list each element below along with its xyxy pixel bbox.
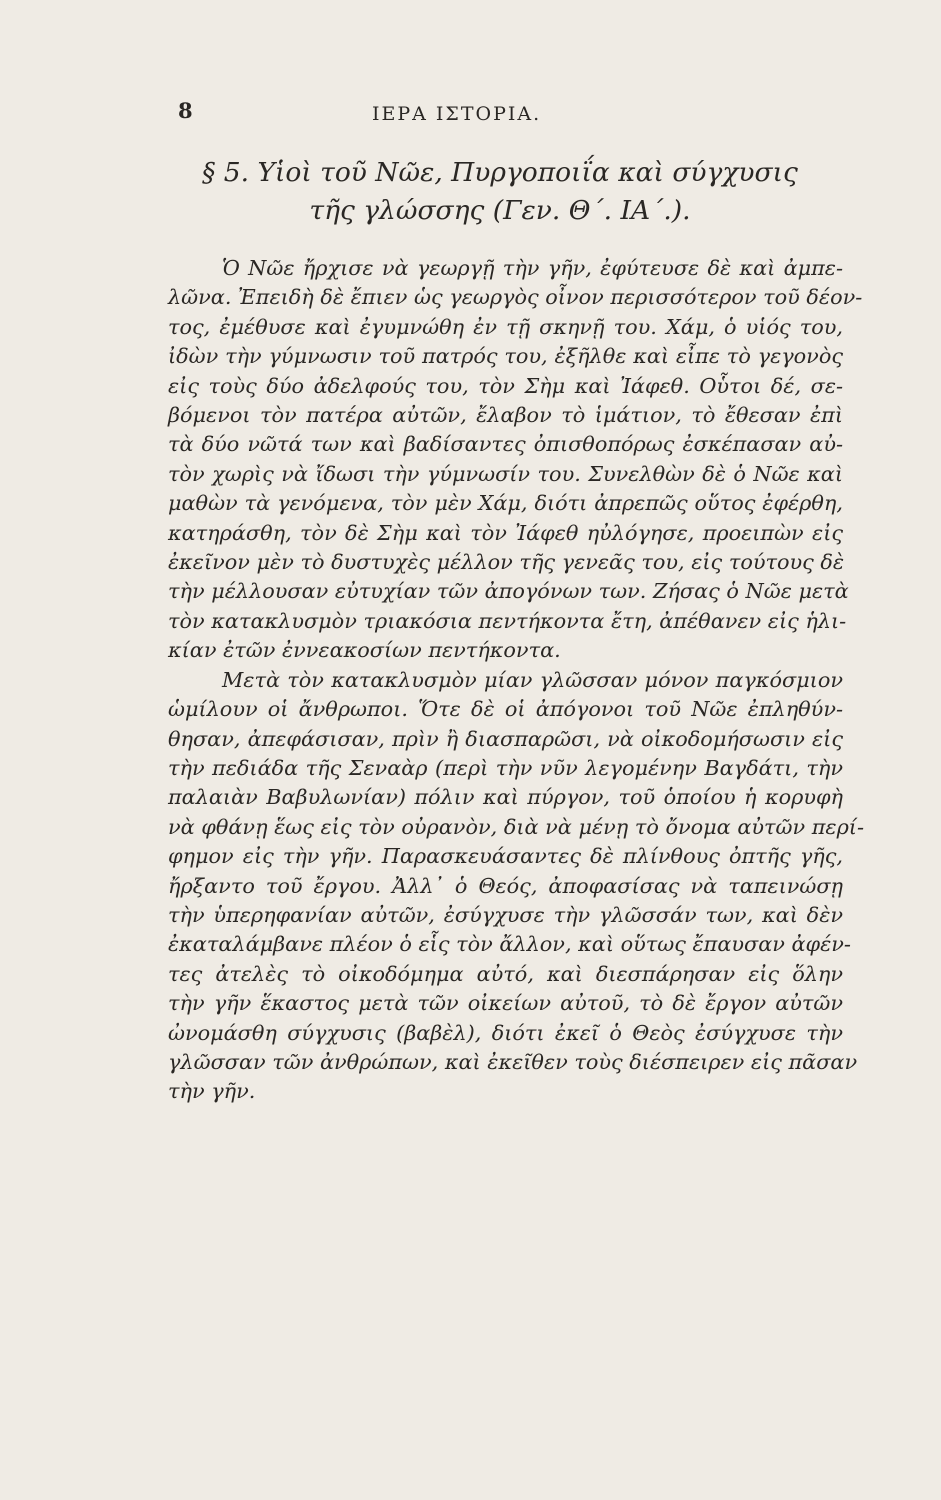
text-line: τὴν γῆν.: [168, 1079, 256, 1104]
text-line: τὴν γῆν ἕκαστος μετὰ τῶν οἰκείων αὐτοῦ, τὸ δὲ ἔργον αὐτῶν: [168, 991, 843, 1016]
paragraph: [168, 666, 864, 1107]
body-text: [168, 254, 864, 1107]
text-line: ἐκαταλάμβανε πλέον ὁ εἷς τὸν ἄλλον, καὶ οὕτως ἔπαυσαν ἀφέν-: [168, 932, 851, 957]
text-line: τὴν πεδιάδα τῆς Σεναὰρ (περὶ τὴν νῦν λεγομένην Βαγδάτι, τὴν: [168, 755, 843, 780]
page-number: 8: [178, 98, 193, 123]
text-line: τὸν χωρὶς νὰ ἴδωσι τὴν γύμνωσίν του. Συνελθὼν δὲ ὁ Νῶε καὶ: [168, 461, 843, 486]
running-head: ΙΕΡΑ ΙΣΤΟΡΙΑ.: [372, 103, 542, 125]
text-line: Ὁ Νῶε ἤρχισε νὰ γεωργῇ τὴν γῆν, ἐφύτευσε δὲ καὶ ἀμπε-: [222, 256, 843, 280]
text-line: τὴν μέλλουσαν εὐτυχίαν τῶν ἀπογόνων των. Ζήσας ὁ Νῶε μετὰ: [168, 579, 849, 604]
text-line: τὴν ὑπερηφανίαν αὐτῶν, ἐσύγχυσε τὴν γλῶσσάν των, καὶ δὲν: [168, 902, 843, 927]
text-line: βόμενοι τὸν πατέρα αὐτῶν, ἔλαβον τὸ ἱμάτιον, τὸ ἔθεσαν ἐπὶ: [168, 403, 843, 428]
text-line: ἐκεῖνον μὲν τὸ δυστυχὲς μέλλον τῆς γενεᾶς του, εἰς τούτους δὲ: [168, 550, 845, 575]
section-title: [200, 154, 800, 230]
text-line: κατηράσθη, τὸν δὲ Σὴμ καὶ τὸν Ἰάφεθ ηὐλόγησε, προειπὼν εἰς: [168, 520, 843, 545]
text-line: γλῶσσαν τῶν ἀνθρώπων, καὶ ἐκεῖθεν τοὺς διέσπειρεν εἰς πᾶσαν: [168, 1049, 858, 1074]
text-line: τὰ δύο νῶτά των καὶ βαδίσαντες ὀπισθοπόρως ἐσκέπασαν αὐ-: [168, 432, 843, 457]
text-line: κίαν ἐτῶν ἐννεακοσίων πεντήκοντα.: [168, 638, 561, 663]
text-line: θησαν, ἀπεφάσισαν, πρὶν ἢ διασπαρῶσι, νὰ οἰκοδομήσωσιν εἰς: [168, 726, 843, 751]
text-line: τὸν κατακλυσμὸν τριακόσια πεντήκοντα ἔτη, ἀπέθανεν εἰς ἡλι-: [168, 608, 847, 633]
text-line: λῶνα. Ἐπειδὴ δὲ ἔπιεν ὡς γεωργὸς οἶνον περισσότερον τοῦ δέον-: [168, 285, 863, 310]
text-line: παλαιὰν Βαβυλωνίαν) πόλιν καὶ πύργον, τοῦ ὁποίου ἡ κορυφὴ: [168, 785, 843, 810]
text-line: φημον εἰς τὴν γῆν. Παρασκευάσαντες δὲ πλίνθους ὀπτῆς γῆς,: [168, 844, 843, 869]
text-line: Μετὰ τὸν κατακλυσμὸν μίαν γλῶσσαν μόνον παγκόσμιον: [222, 667, 843, 692]
text-line: τος, ἐμέθυσε καὶ ἐγυμνώθη ἐν τῇ σκηνῇ του. Χάμ, ὁ υἱός του,: [168, 314, 843, 339]
section-title-line: § 5. Υἱοὶ τοῦ Νῶε, Πυργοποιΐα καὶ σύγχυσις: [202, 157, 798, 188]
text-line: τες ἀτελὲς τὸ οἰκοδόμημα αὐτό, καὶ διεσπάρησαν εἰς ὅλην: [168, 961, 843, 986]
text-line: ἰδὼν τὴν γύμνωσιν τοῦ πατρός του, ἐξῆλθε καὶ εἶπε τὸ γεγονὸς: [168, 344, 843, 369]
paragraph: [168, 254, 863, 666]
text-line: μαθὼν τὰ γενόμενα, τὸν μὲν Χάμ, διότι ἀπρεπῶς οὕτος ἐφέρθη,: [168, 491, 843, 516]
section-title-line: τῆς γλώσσης (Γεν. Θ΄. ΙΑ΄.).: [309, 195, 691, 226]
text-line: εἰς τοὺς δύο ἀδελφούς του, τὸν Σὴμ καὶ Ἰάφεθ. Οὗτοι δέ, σε-: [168, 373, 843, 398]
text-line: νὰ φθάνῃ ἕως εἰς τὸν οὐρανὸν, διὰ νὰ μένῃ τὸ ὄνομα αὐτῶν περί-: [168, 814, 864, 839]
text-line: ὡμίλουν οἱ ἄνθρωποι. Ὅτε δὲ οἱ ἀπόγονοι τοῦ Νῶε ἐπληθύν-: [168, 697, 843, 722]
text-line: ἤρξαντο τοῦ ἔργου. Ἀλλ᾽ ὁ Θεός, ἀποφασίσας νὰ ταπεινώσῃ: [168, 873, 843, 898]
text-line: ὠνομάσθη σύγχυσις (βαβὲλ), διότι ἐκεῖ ὁ Θεὸς ἐσύγχυσε τὴν: [168, 1020, 843, 1045]
